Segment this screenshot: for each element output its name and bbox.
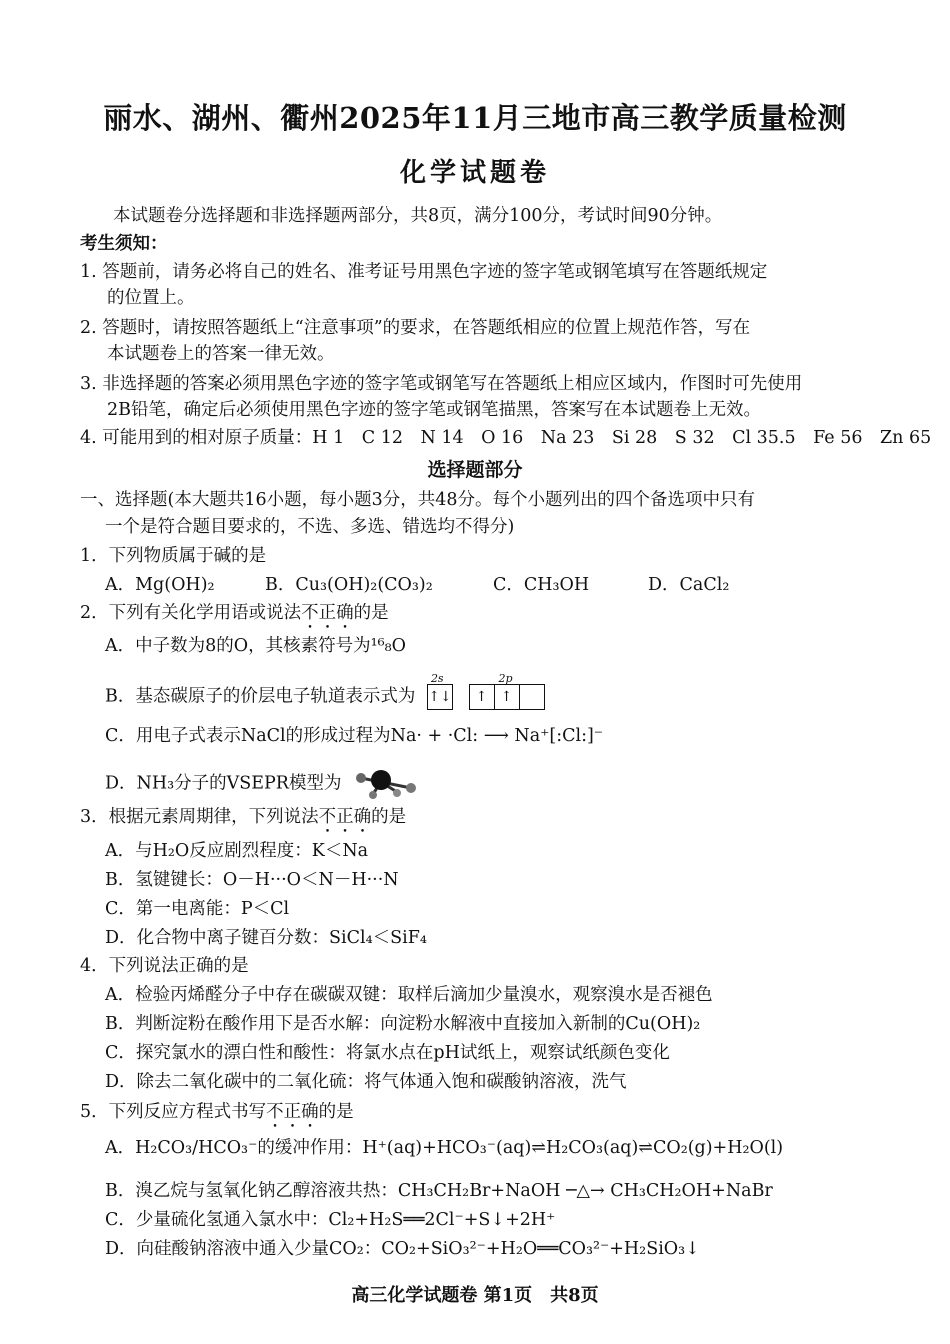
- q2-option-a: A．中子数为8的O，其核素符号为¹⁶₈O: [105, 636, 407, 656]
- q5-option-a: A．H₂CO₃/HCO₃⁻的缓冲作用：H⁺(aq)+HCO₃⁻(aq)⇌H₂CO₃(aq)⇌CO₂(g)+H₂O(l): [105, 1138, 784, 1158]
- notice-item-2: 2. 答题时，请按照答题纸上“注意事项”的要求，在答题纸相应的位置上规范作答，写在: [80, 318, 751, 338]
- intro-text: 本试题卷分选择题和非选择题两部分，共8页，满分100分，考试时间90分钟。: [113, 206, 723, 226]
- q4-option-c: C．探究氯水的漂白性和酸性：将氯水点在pH试纸上，观察试纸颜色变化: [105, 1043, 670, 1063]
- q4-option-b: B．判断淀粉在酸作用下是否水解：向淀粉水解液中直接加入新制的Cu(OH)₂: [105, 1014, 701, 1034]
- q5-option-c: C．少量硫化氢通入氯水中：Cl₂+H₂S══2Cl⁻+S↓+2H⁺: [105, 1210, 556, 1230]
- q1-options: [105, 574, 729, 596]
- orbital-diagram: 2s ↑↓ 2p ↑ ↑: [427, 684, 555, 710]
- q4-option-d: D．除去二氧化碳中的二氧化硫：将气体通入饱和碳酸钠溶液，洗气: [105, 1072, 627, 1092]
- section-title: 选择题部分: [427, 459, 523, 481]
- q3-option-b: B．氢键键长：O－H···O＜N－H···N: [105, 870, 399, 890]
- q2-stem: 2．下列有关化学用语或说法不正确的是: [80, 603, 389, 623]
- q4-option-a: A．检验丙烯醛分子中存在碳碳双键：取样后滴加少量溴水，观察溴水是否褪色: [105, 985, 713, 1005]
- exam-subtitle: 化学试题卷: [399, 158, 550, 188]
- notice-item-1: 1. 答题前，请务必将自己的姓名、准考证号用黑色字迹的签字笔或钢笔填写在答题纸规定: [80, 262, 768, 282]
- nh3-vsepr-model-icon: [351, 766, 421, 802]
- q1-option-d: D．CaCl₂: [648, 575, 730, 595]
- q2-option-b: B．基态碳原子的价层电子轨道表示式为 2s ↑↓ 2p ↑ ↑: [105, 684, 555, 710]
- q2-option-d: D．NH₃分子的VSEPR模型为: [105, 766, 421, 802]
- q1-option-c: C．CH₃OH: [493, 575, 590, 595]
- q5-option-d: D．向硅酸钠溶液中通入少量CO₂：CO₂+SiO₃²⁻+H₂O══CO₃²⁻+H₂SiO₃↓: [105, 1239, 700, 1259]
- q2-option-c: C．用电子式表示NaCl的形成过程为Na· + ·Cl: ⟶ Na⁺[:Cl:]⁻: [105, 726, 604, 746]
- q3-option-a: A．与H₂O反应剧烈程度：K＜Na: [105, 841, 369, 861]
- q5-option-b: B．溴乙烷与氢氧化钠乙醇溶液共热：CH₃CH₂Br+NaOH ─△→ CH₃CH₂OH+NaBr: [105, 1181, 773, 1201]
- section-intro-cont: 一个是符合题目要求的，不选、多选、错选均不得分): [105, 517, 515, 537]
- q1-option-b: B．Cu₃(OH)₂(CO₃)₂: [265, 575, 433, 595]
- section-intro: 一、选择题(本大题共16小题，每小题3分，共48分。每个小题列出的四个备选项中只有: [80, 490, 755, 510]
- exam-title: 丽水、湖州、衢州2025年11月三地市高三教学质量检测: [103, 101, 847, 135]
- notice-item-1-cont: 的位置上。: [107, 288, 195, 308]
- q1-stem: 1．下列物质属于碱的是: [80, 546, 267, 566]
- electron-formula: Na· + ·Cl: ⟶ Na⁺[:Cl:]⁻: [390, 726, 604, 746]
- q3-stem: 3．根据元素周期律，下列说法不正确的是: [80, 807, 407, 827]
- notice-item-4: 4. 可能用到的相对原子质量：H 1 C 12 N 14 O 16 Na 23 Si 28 S 32 Cl 35.5 Fe 56 Zn 65: [80, 428, 932, 448]
- q1-option-a: A．Mg(OH)₂: [105, 575, 215, 595]
- notice-heading: 考生须知：: [80, 234, 168, 254]
- q5-stem: 5．下列反应方程式书写不正确的是: [80, 1102, 354, 1122]
- notice-item-3: 3. 非选择题的答案必须用黑色字迹的签字笔或钢笔写在答题纸上相应区域内，作图时可先使用: [80, 374, 803, 394]
- q4-stem: 4．下列说法正确的是: [80, 956, 249, 976]
- q3-option-d: D．化合物中离子键百分数：SiCl₄＜SiF₄: [105, 928, 427, 948]
- q3-option-c: C．第一电离能：P＜Cl: [105, 899, 290, 919]
- notice-item-2-cont: 本试题卷上的答案一律无效。: [107, 344, 335, 364]
- notice-item-3-cont: 2B铅笔，确定后必须使用黑色字迹的签字笔或钢笔描黑，答案写在本试题卷上无效。: [107, 400, 761, 420]
- page-footer: 高三化学试题卷 第1页 共8页: [351, 1285, 599, 1306]
